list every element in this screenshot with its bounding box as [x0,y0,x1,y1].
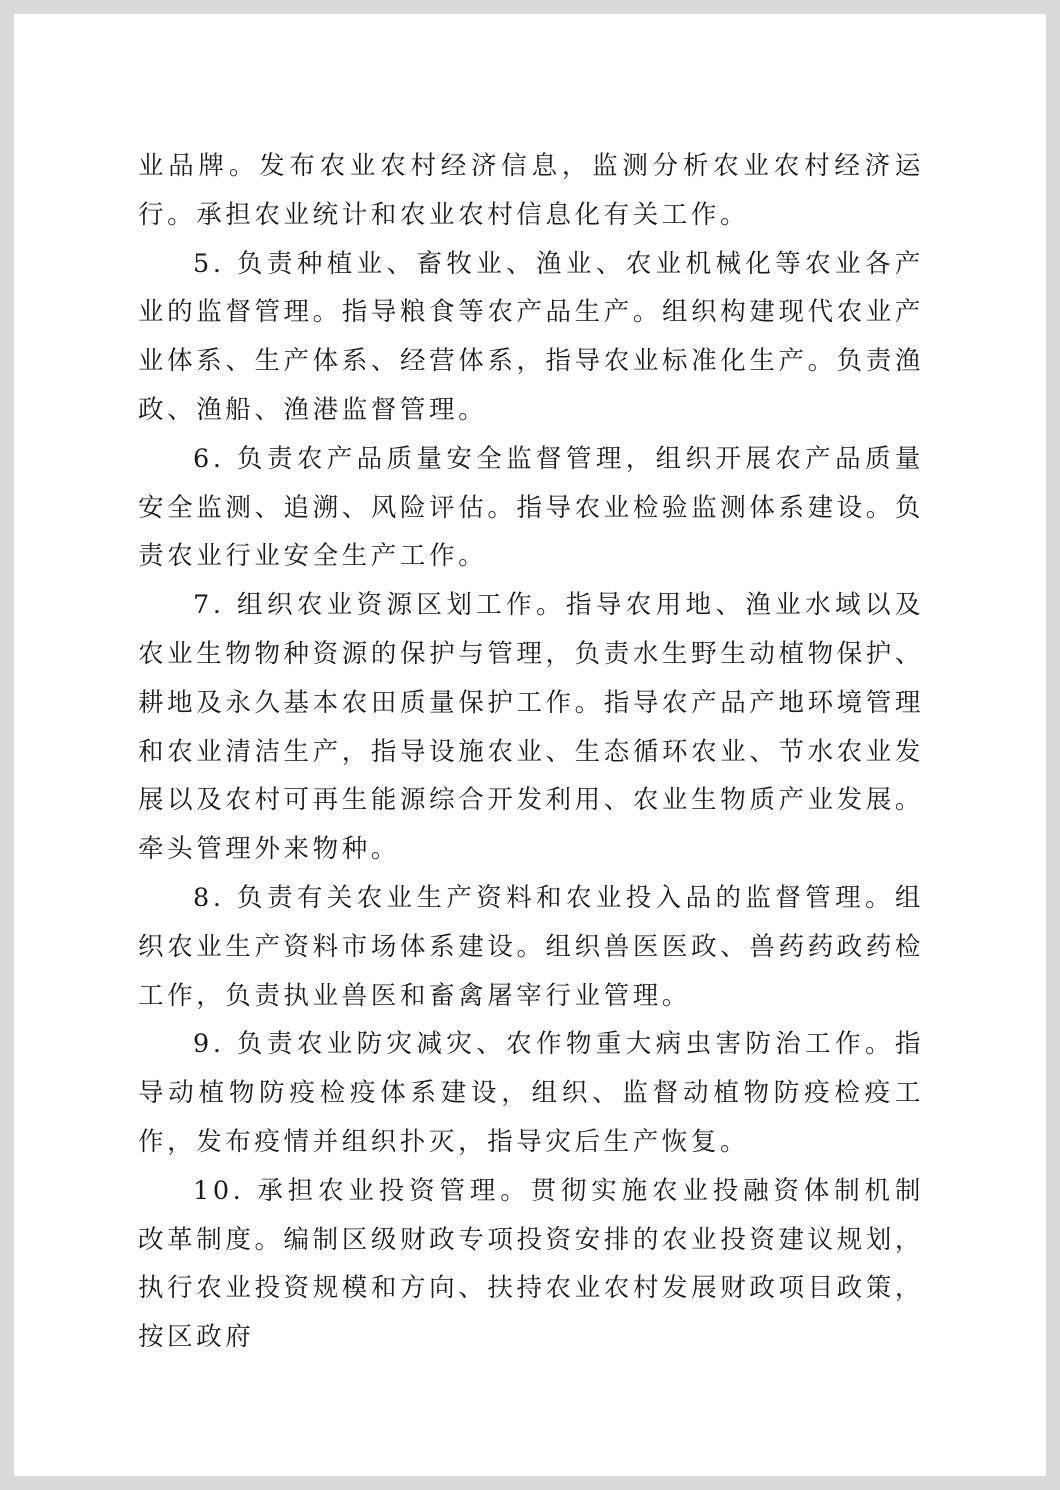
paragraph-item-7: 7. 组织农业资源区划工作。指导农用地、渔业水域以及农业生物物种资源的保护与管理，负责水生野生动植物保护、耕地及永久基本农田质量保护工作。指导农产品产地环境管理和农业清洁生产，指导设施农业、生态循环农业、节水农业发展以及农村可再生能源综合开发利用、农业生物质产业发展。牵头管理外来物种。 [138,590,924,865]
document-body [138,142,924,1362]
document-page [14,14,1046,1476]
paragraph-item-8: 8. 负责有关农业生产资料和农业投入品的监督管理。组织农业生产资料市场体系建设。组织兽医医政、兽药药政药检工作，负责执业兽医和畜禽屠宰行业管理。 [138,882,924,1011]
paragraph-item-9: 9. 负责农业防灾减灾、农作物重大病虫害防治工作。指导动植物防疫检疫体系建设，组织、监督动植物防疫检疫工作，发布疫情并组织扑灭，指导灾后生产恢复。 [138,1029,924,1157]
paragraph-continuation: 业品牌。发布农业农村经济信息，监测分析农业农村经济运行。承担农业统计和农业农村信息化有关工作。 [138,151,924,230]
paragraph-item-6: 6. 负责农产品质量安全监督管理，组织开展农产品质量安全监测、追溯、风险评估。指导农业检验监测体系建设。负责农业行业安全生产工作。 [138,443,924,572]
paragraph-item-10: 10. 承担农业投资管理。贯彻实施农业投融资体制机制改革制度。编制区级财政专项投资安排的农业投资建议规划，执行农业投资规模和方向、扶持农业农村发展财政项目政策，按区政府 [138,1175,924,1353]
paragraph-item-5: 5. 负责种植业、畜牧业、渔业、农业机械化等农业各产业的监督管理。指导粮食等农产品生产。组织构建现代农业产业体系、生产体系、经营体系，指导农业标准化生产。负责渔政、渔船、渔港监督管理。 [138,248,924,425]
